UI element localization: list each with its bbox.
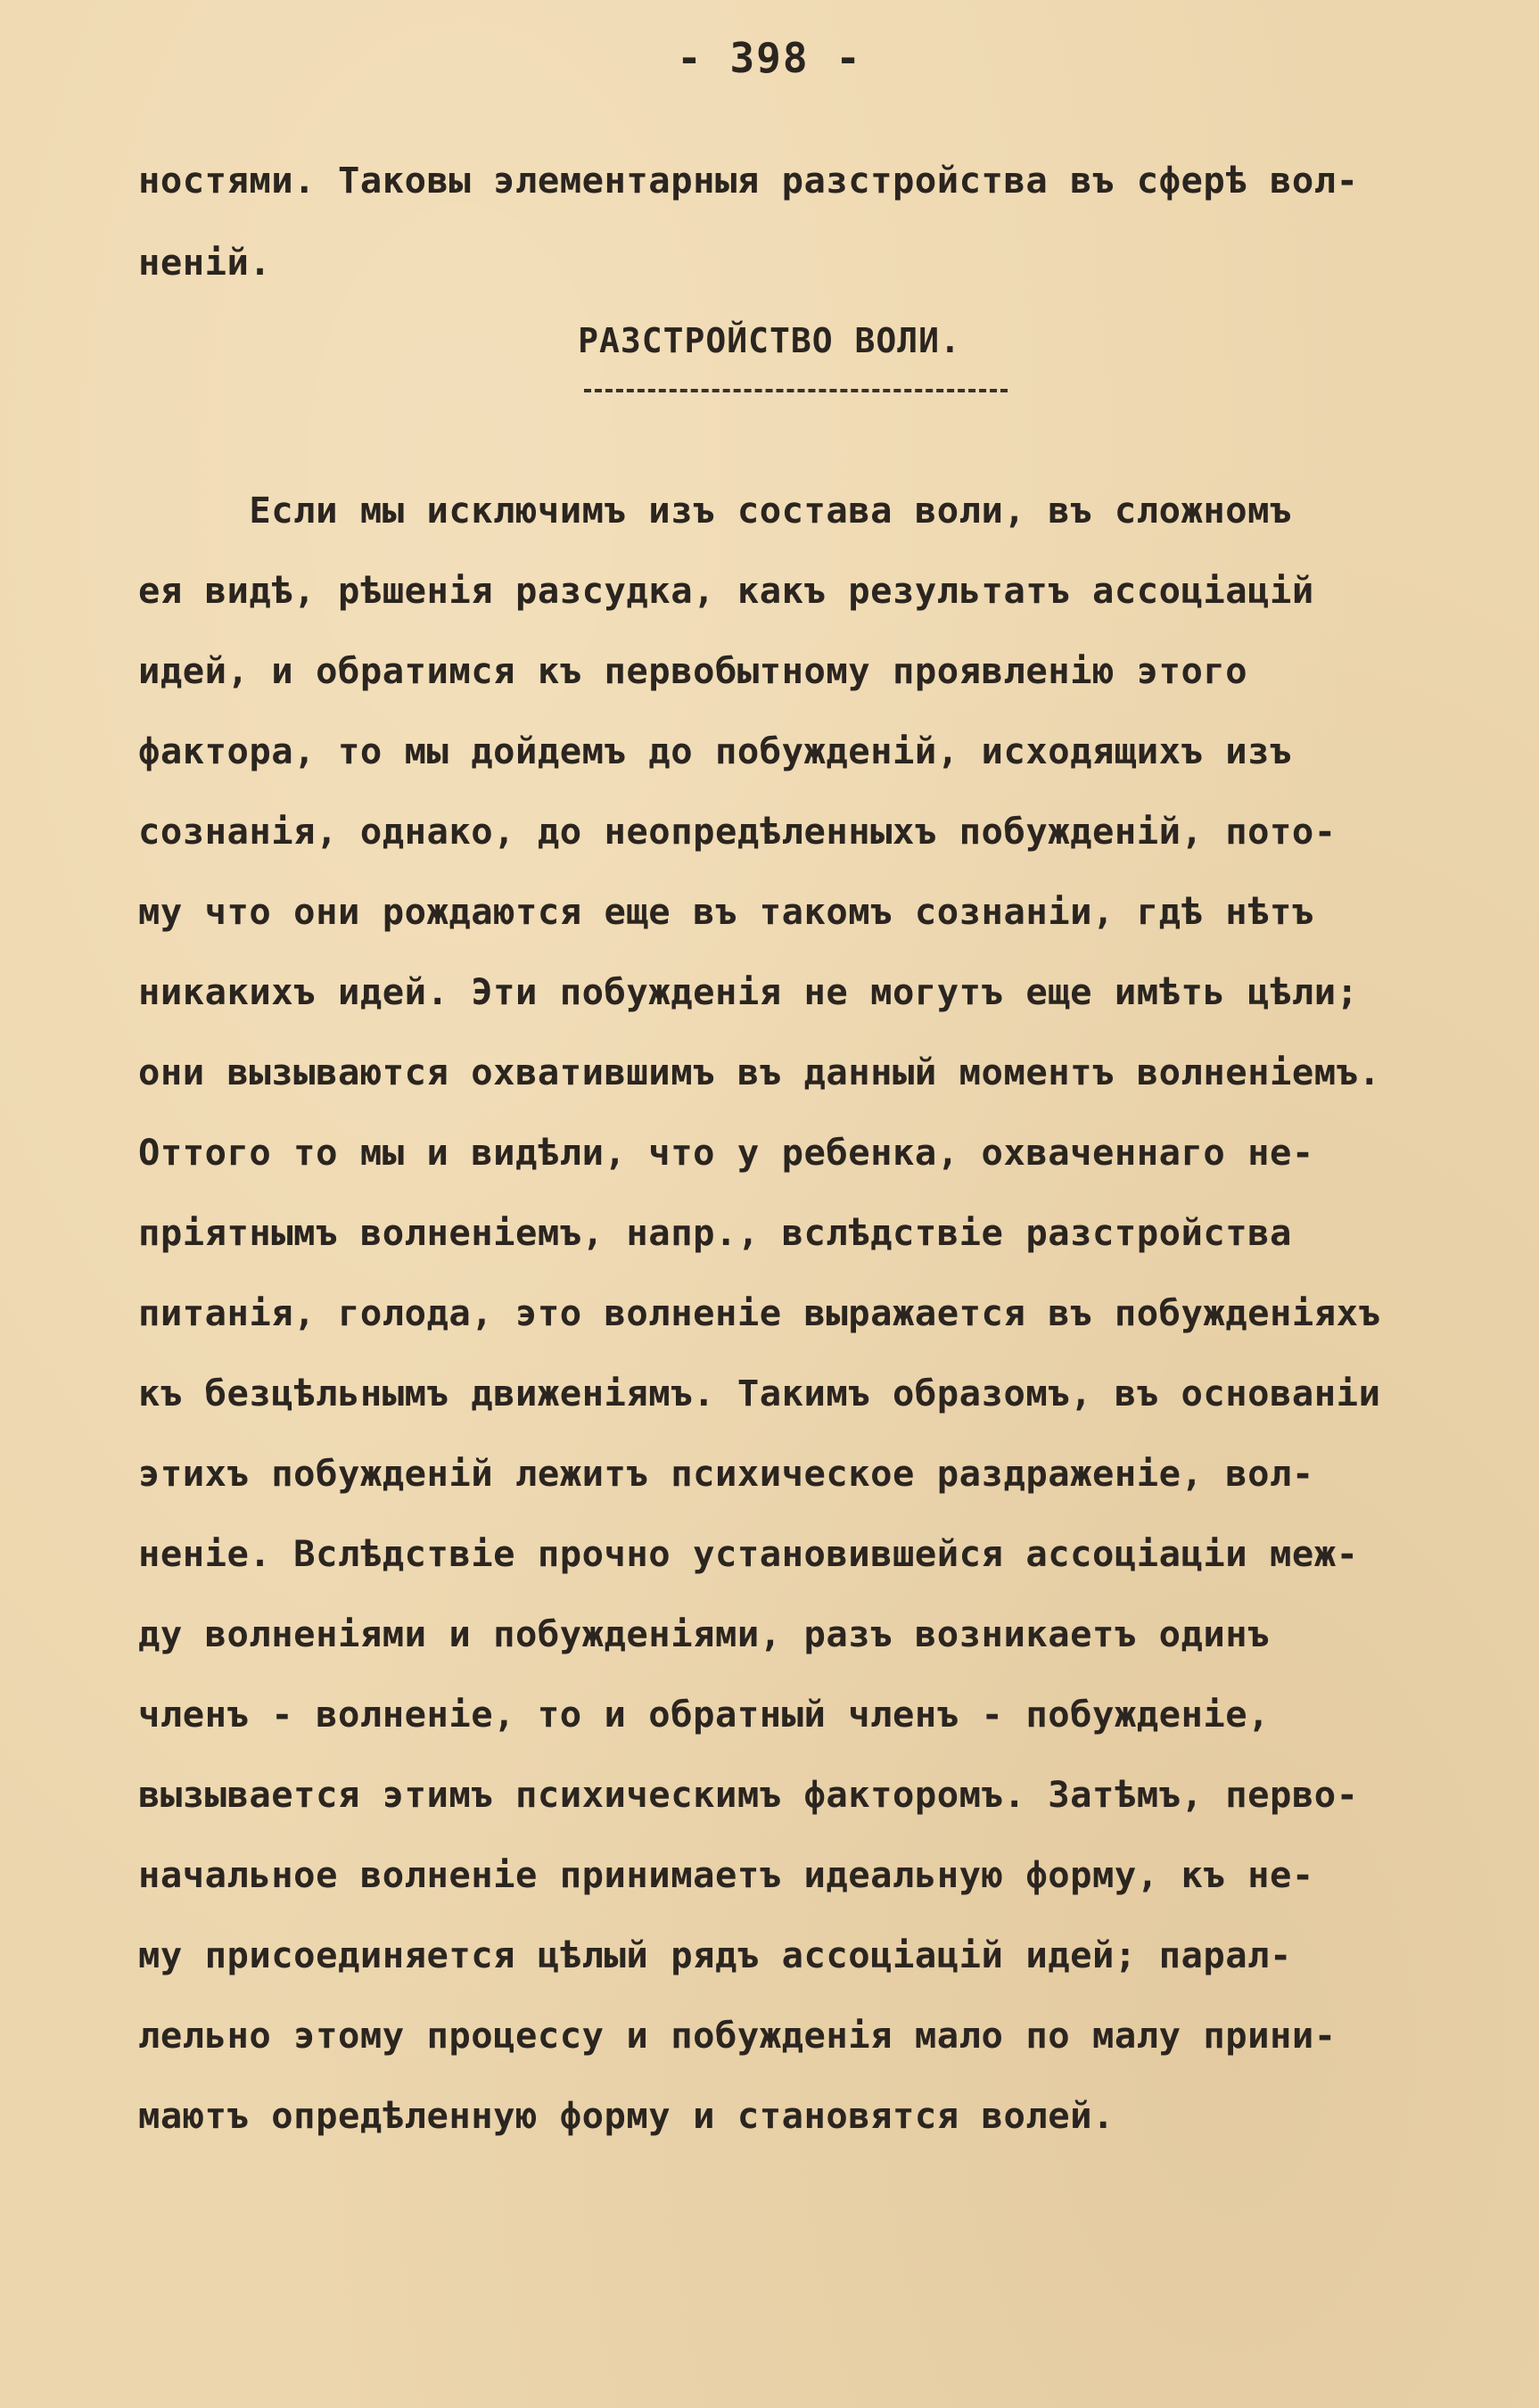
text-line: они вызываются охватившимъ въ данный моментъ волненіемъ. bbox=[138, 1051, 1381, 1093]
text-line: неніе. Вслѣдствіе прочно установившейся ассоціаціи меж- bbox=[138, 1532, 1359, 1575]
text-line: къ безцѣльнымъ движеніямъ. Такимъ образомъ, въ основаніи bbox=[138, 1372, 1381, 1414]
heading-underline bbox=[584, 389, 1008, 392]
text-line: питанія, голода, это волненіе выражается въ побужденіяхъ bbox=[138, 1291, 1381, 1334]
text-line: Оттого то мы и видѣли, что у ребенка, охваченнаго не- bbox=[138, 1131, 1314, 1174]
text-line: маютъ опредѣленную форму и становятся волей. bbox=[138, 2094, 1115, 2137]
page-number: - 398 - bbox=[677, 34, 862, 82]
text-line: начальное волненіе принимаетъ идеальную форму, къ не- bbox=[138, 1853, 1314, 1896]
text-line: му что они рождаются еще въ такомъ сознаніи, гдѣ нѣтъ bbox=[138, 890, 1314, 933]
text-line: идей, и обратимся къ первобытному проявленію этого bbox=[138, 649, 1248, 692]
text-line: членъ - волненіе, то и обратный членъ - побужденіе, bbox=[138, 1693, 1271, 1736]
text-line: никакихъ идей. Эти побужденія не могутъ еще имѣть цѣли; bbox=[138, 970, 1359, 1013]
text-line: пріятнымъ волненіемъ, напр., вслѣдствіе разстройства bbox=[138, 1211, 1292, 1254]
text-line: Если мы исключимъ изъ состава воли, въ сложномъ bbox=[138, 489, 1292, 532]
text-line: лельно этому процессу и побужденія мало по малу прини- bbox=[138, 2014, 1337, 2057]
text-line: вызывается этимъ психическимъ факторомъ. Затѣмъ, перво- bbox=[138, 1773, 1359, 1816]
text-line: сознанія, однако, до неопредѣленныхъ побужденій, пото- bbox=[138, 810, 1337, 853]
text-line: ностями. Таковы элементарныя разстройства въ сферѣ вол- bbox=[138, 159, 1359, 202]
text-line: неній. bbox=[138, 241, 272, 284]
section-heading: РАЗСТРОЙСТВО ВОЛИ. bbox=[578, 321, 961, 360]
text-line: этихъ побужденій лежитъ психическое раздраженіе, вол- bbox=[138, 1452, 1314, 1495]
text-line: фактора, то мы дойдемъ до побужденій, исходящихъ изъ bbox=[138, 730, 1292, 772]
text-line: ея видѣ, рѣшенія разсудка, какъ результатъ ассоціацій bbox=[138, 569, 1314, 612]
text-line: ду волненіями и побужденіями, разъ возникаетъ одинъ bbox=[138, 1612, 1271, 1655]
text-line: му присоединяется цѣлый рядъ ассоціацій идей; парал- bbox=[138, 1934, 1292, 1976]
